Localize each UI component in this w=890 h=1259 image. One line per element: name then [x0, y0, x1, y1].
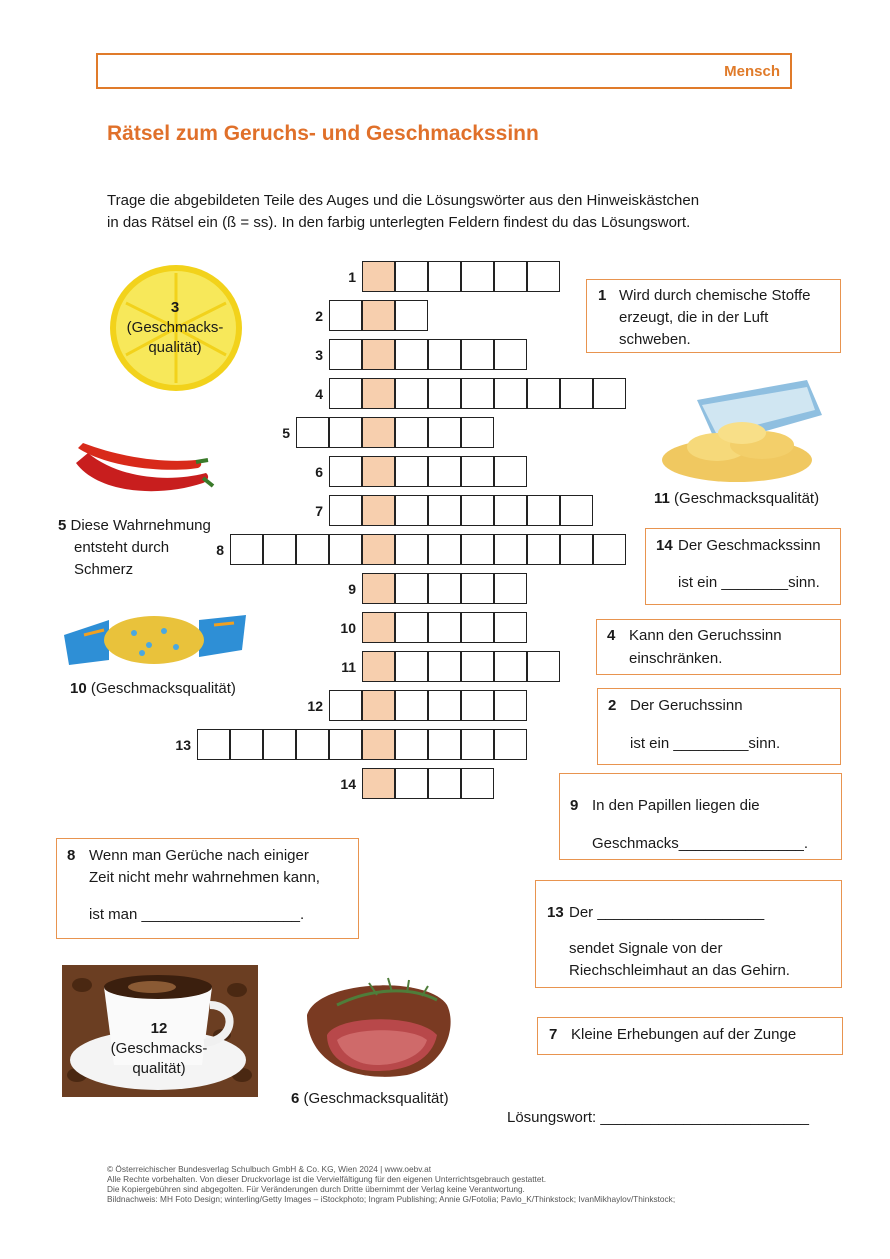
- solution-cell[interactable]: [362, 612, 395, 643]
- crossword-cell[interactable]: [461, 651, 494, 682]
- crossword-cell[interactable]: [428, 261, 461, 292]
- crossword-cell[interactable]: [395, 300, 428, 331]
- solution-cell[interactable]: [362, 690, 395, 721]
- solution-cell[interactable]: [362, 300, 395, 331]
- crossword-cell[interactable]: [395, 378, 428, 409]
- clue-box-4: 4 Kann den Geruchssinn einschränken.: [596, 619, 841, 675]
- row-number: 5: [282, 425, 290, 441]
- crossword-cell[interactable]: [428, 729, 461, 760]
- candy-caption: 10 (Geschmacksqualität): [70, 680, 236, 697]
- crossword-cell[interactable]: [461, 339, 494, 370]
- crossword-cell[interactable]: [395, 729, 428, 760]
- solution-field[interactable]: Lösungswort: _________________________: [507, 1109, 809, 1126]
- crossword-cell[interactable]: [461, 729, 494, 760]
- candy-icon: [64, 605, 246, 671]
- row-number: 11: [341, 659, 356, 675]
- crossword-cell[interactable]: [329, 339, 362, 370]
- chili-caption: 5 Diese Wahrnehmung entsteht durch Schmerz: [58, 517, 211, 578]
- crossword-cell[interactable]: [494, 339, 527, 370]
- subject-label: Mensch: [724, 63, 780, 80]
- crossword-cell[interactable]: [395, 339, 428, 370]
- crossword-cell[interactable]: [428, 339, 461, 370]
- chips-caption: 11 (Geschmacksqualität): [654, 490, 820, 507]
- crossword-cell[interactable]: [428, 573, 461, 604]
- solution-cell[interactable]: [362, 729, 395, 760]
- crossword-cell[interactable]: [329, 534, 362, 565]
- crossword-cell[interactable]: [230, 534, 263, 565]
- crossword-cell[interactable]: [329, 690, 362, 721]
- crossword-cell[interactable]: [263, 534, 296, 565]
- crossword-cell[interactable]: [329, 495, 362, 526]
- crossword-cell[interactable]: [263, 729, 296, 760]
- crossword-cell[interactable]: [329, 729, 362, 760]
- crossword-cell[interactable]: [461, 612, 494, 643]
- clue-box-7: 7 Kleine Erhebungen auf der Zunge: [537, 1017, 843, 1055]
- crossword-cell[interactable]: [560, 495, 593, 526]
- crossword-cell[interactable]: [461, 534, 494, 565]
- crossword-cell[interactable]: [494, 651, 527, 682]
- solution-cell[interactable]: [362, 651, 395, 682]
- crossword-cell[interactable]: [494, 729, 527, 760]
- crossword-cell[interactable]: [428, 612, 461, 643]
- crossword-cell[interactable]: [296, 417, 329, 448]
- crossword-cell[interactable]: [395, 690, 428, 721]
- crossword-cell[interactable]: [560, 534, 593, 565]
- crossword-cell[interactable]: [395, 495, 428, 526]
- solution-cell[interactable]: [362, 534, 395, 565]
- row-number: 8: [216, 542, 224, 558]
- row-number: 1: [348, 269, 356, 285]
- crossword-cell[interactable]: [527, 651, 560, 682]
- steak-icon: [297, 965, 459, 1083]
- lemon-caption: 3 (Geschmacks- qualität): [126, 299, 224, 356]
- crossword-cell[interactable]: [428, 768, 461, 799]
- crossword-cell[interactable]: [428, 417, 461, 448]
- footer-line-4: Bildnachweis: MH Foto Design; winterling/Getty Images – iStockphoto; Ingram Publishing; Annie G/Fotolia; Pavlo_K/Thinkstock; IvanMikhaylov/Thinkstock;: [107, 1194, 676, 1204]
- crossword-cell[interactable]: [494, 612, 527, 643]
- footer-line-2: Alle Rechte vorbehalten. Von dieser Druckvorlage ist die Vervielfältigung für den eigenen Unterrichtsgebrauch gestattet.: [107, 1174, 547, 1184]
- solution-cell[interactable]: [362, 768, 395, 799]
- row-number: 6: [315, 464, 323, 480]
- crossword-cell[interactable]: [428, 690, 461, 721]
- crossword-cell[interactable]: [329, 417, 362, 448]
- crossword-cell[interactable]: [395, 534, 428, 565]
- crossword-cell[interactable]: [428, 651, 461, 682]
- row-number: 3: [315, 347, 323, 363]
- crossword-cell[interactable]: [593, 378, 626, 409]
- crossword-cell[interactable]: [494, 456, 527, 487]
- row-number: 13: [175, 737, 191, 753]
- crossword-cell[interactable]: [494, 573, 527, 604]
- crossword-cell[interactable]: [461, 495, 494, 526]
- solution-cell[interactable]: [362, 417, 395, 448]
- solution-cell[interactable]: [362, 339, 395, 370]
- crossword-cell[interactable]: [527, 378, 560, 409]
- coffee-caption: 12 (Geschmacks- qualität): [110, 1020, 208, 1077]
- solution-cell[interactable]: [362, 378, 395, 409]
- crossword-cell[interactable]: [494, 261, 527, 292]
- row-number: 12: [307, 698, 323, 714]
- crossword-cell[interactable]: [593, 534, 626, 565]
- row-number: 7: [315, 503, 323, 519]
- row-number: 9: [348, 581, 356, 597]
- footer-line-1: © Österreichischer Bundesverlag Schulbuch GmbH & Co. KG, Wien 2024 | www.oebv.at: [107, 1164, 431, 1174]
- crossword-cell[interactable]: [296, 534, 329, 565]
- crossword-cell[interactable]: [395, 261, 428, 292]
- clue-box-2: 2 Der Geruchssinn ist ein _________sinn.: [597, 688, 841, 765]
- intro-line-1: Trage die abgebildeten Teile des Auges und die Lösungswörter aus den Hinweiskästchen: [107, 192, 700, 209]
- crossword-cell[interactable]: [428, 495, 461, 526]
- crossword-cell[interactable]: [494, 378, 527, 409]
- clue-box-14: 14 Der Geschmackssinn ist ein ________sinn.: [645, 528, 841, 605]
- crossword-cell[interactable]: [461, 768, 494, 799]
- crossword-cell[interactable]: [428, 534, 461, 565]
- clue-box-1: 1 Wird durch chemische Stoffe erzeugt, die in der Luft schweben.: [586, 279, 841, 353]
- intro-line-2: in das Rätsel ein (ß = ss). In den farbig unterlegten Feldern findest du das Lösungswort.: [107, 214, 691, 231]
- crossword-cell[interactable]: [494, 495, 527, 526]
- row-number: 4: [315, 386, 323, 402]
- row-number: 14: [340, 776, 356, 792]
- steak-caption: 6 (Geschmacksqualität): [291, 1090, 449, 1107]
- crossword-cell[interactable]: [329, 456, 362, 487]
- chili-icon: [68, 438, 218, 508]
- crossword-cell[interactable]: [494, 534, 527, 565]
- crossword-cell[interactable]: [395, 456, 428, 487]
- footer-line-3: Die Kopiergebühren sind abgegolten. Für Veränderungen durch Dritte übernimmt der Verlag keine Verantwortung.: [107, 1184, 525, 1194]
- row-number: 2: [315, 308, 323, 324]
- crossword-cell[interactable]: [560, 378, 593, 409]
- crossword-cell[interactable]: [527, 495, 560, 526]
- crossword-cell[interactable]: [527, 534, 560, 565]
- crossword-cell[interactable]: [395, 768, 428, 799]
- crossword-cell[interactable]: [395, 573, 428, 604]
- crossword-cell[interactable]: [329, 300, 362, 331]
- solution-cell[interactable]: [362, 261, 395, 292]
- page-title: Rätsel zum Geruchs- und Geschmackssinn: [107, 122, 539, 145]
- crossword-cell[interactable]: [461, 456, 494, 487]
- crossword-cell[interactable]: [428, 378, 461, 409]
- row-number: 10: [340, 620, 356, 636]
- crossword-cell[interactable]: [527, 261, 560, 292]
- crossword-cell[interactable]: [230, 729, 263, 760]
- crossword-cell[interactable]: [296, 729, 329, 760]
- solution-cell[interactable]: [362, 573, 395, 604]
- crossword-cell[interactable]: [395, 651, 428, 682]
- clue-box-9: 9 In den Papillen liegen die Geschmacks_______________.: [559, 773, 842, 860]
- header-bar: [96, 53, 792, 89]
- crossword-cell[interactable]: [197, 729, 230, 760]
- crossword-cell[interactable]: [329, 378, 362, 409]
- crossword-cell[interactable]: [494, 690, 527, 721]
- solution-cell[interactable]: [362, 456, 395, 487]
- crossword-cell[interactable]: [395, 417, 428, 448]
- clue-box-13: 13 Der ____________________ sendet Signale von der Riechschleimhaut an das Gehirn.: [535, 880, 842, 988]
- crossword-cell[interactable]: [461, 261, 494, 292]
- crossword-cell[interactable]: [461, 378, 494, 409]
- clue-box-8: 8 Wenn man Gerüche nach einiger Zeit nicht mehr wahrnehmen kann, ist man ___________________.: [56, 838, 359, 939]
- chips-icon: [657, 375, 827, 487]
- crossword-cell[interactable]: [428, 456, 461, 487]
- crossword-cell[interactable]: [395, 612, 428, 643]
- crossword-cell[interactable]: [461, 417, 494, 448]
- solution-cell[interactable]: [362, 495, 395, 526]
- crossword-cell[interactable]: [461, 690, 494, 721]
- crossword-cell[interactable]: [461, 573, 494, 604]
